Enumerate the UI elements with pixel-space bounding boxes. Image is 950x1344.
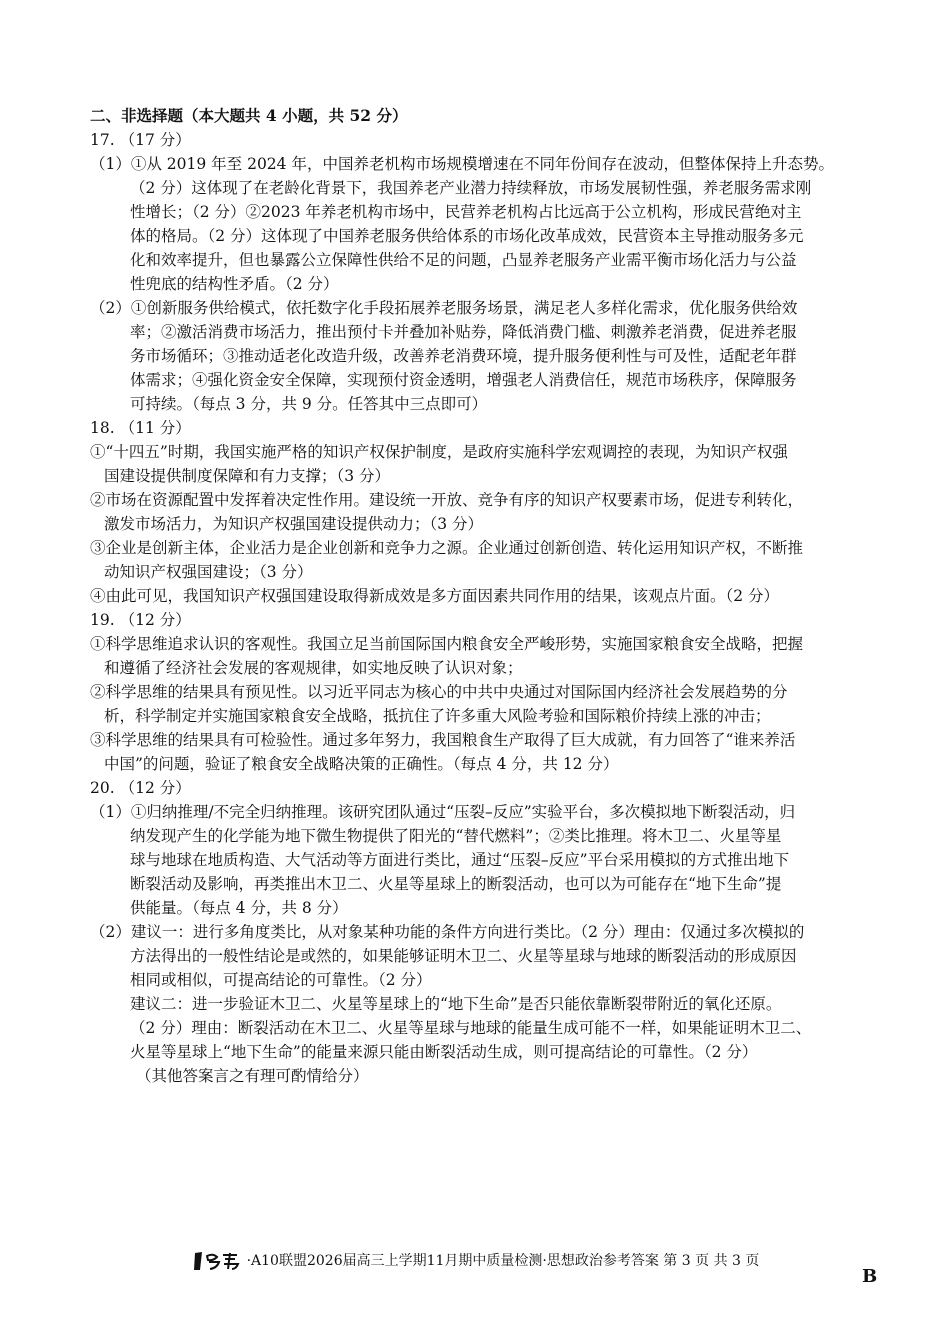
q20-part2-line: （2）建议一：进行多角度类比，从对象某种功能的条件方向进行类比。（2 分）理由：仅通过多次模拟的 <box>90 923 805 941</box>
q17-part1-line: 性兜底的结构性矛盾。（2 分） <box>130 275 339 293</box>
q18-point-line: ②市场在资源配置中发挥着决定性作用。建设统一开放、竞争有序的知识产权要素市场，促进专利转化， <box>90 491 804 509</box>
q20-part2-line: 火星等星球上“地下生命”的能量来源只能由断裂活动生成，则可提高结论的可靠性。（2 分） <box>130 1043 758 1061</box>
section-title: 二、非选择题（本大题共 4 小题，共 52 分） <box>90 106 408 125</box>
q20-part1-line: 供能量。（每点 4 分，共 8 分） <box>130 899 348 917</box>
q18-point-line: ④由此可见，我国知识产权强国建设取得新成效是多方面因素共同作用的结果，该观点片面。（2 分） <box>90 587 780 605</box>
q17-part1-line: 体的格局。（2 分）这体现了中国养老服务供给体系的市场化改革成效，民营资本主导推动服务多元 <box>130 227 804 245</box>
q20-part2-line: 方法得出的一般性结论是或然的，如果能够证明木卫二、火星等星球与地球的断裂活动的形成原因 <box>130 947 797 965</box>
brand-logo-icon <box>191 1250 243 1272</box>
q19-point-line: 和遵循了经济社会发展的客观规律，如实地反映了认识对象； <box>104 659 523 677</box>
q17-part1-line: 化和效率提升，但也暴露公立保障性供给不足的问题，凸显养老服务产业需平衡市场化活力与公益 <box>130 251 797 269</box>
q20-part1-line: 球与地球在地质构造、大气活动等方面进行类比，通过“压裂–反应”平台采用模拟的方式推出地下 <box>130 851 790 869</box>
q20-heading: 20. （12 分） <box>90 779 191 797</box>
q17-part2-line: 务市场循环；③推动适老化改造升级，改善养老消费环境，提升服务便利性与可及性，适配老年群 <box>130 347 797 365</box>
footer-text: ·A10联盟2026届高三上学期11月期中质量检测·思想政治参考答案 第 3 页 共 3 页 <box>246 1253 760 1269</box>
q17-part2-line: 体需求；④强化资金安全保障，实现预付资金透明，增强老人消费信任，规范市场秩序，保障服务 <box>130 371 797 389</box>
q19-point-line: ①科学思维追求认识的客观性。我国立足当前国际国内粮食安全严峻形势，实施国家粮食安全战略，把握 <box>90 635 804 653</box>
q17-part1-line: （1）①从 2019 年至 2024 年，中国养老机构市场规模增速在不同年份间存在波动，但整体保持上升态势。 <box>90 155 834 173</box>
q18-point-line: 激发市场活力，为知识产权强国建设提供动力；（3 分） <box>104 515 484 533</box>
q17-part2-line: （2）①创新服务供给模式，依托数字化手段拓展养老服务场景，满足老人多样化需求，优化服务供给效 <box>90 299 798 317</box>
q18-heading: 18. （11 分） <box>90 419 191 437</box>
answer-content <box>90 104 870 1088</box>
q20-part2-line: 相同或相似，可提高结论的可靠性。（2 分） <box>130 971 432 989</box>
q18-point-line: ③企业是创新主体，企业活力是企业创新和竞争力之源。企业通过创新创造、转化运用知识产权，不断推 <box>90 539 804 557</box>
q20-part2-line: （2 分）理由：断裂活动在木卫二、火星等星球与地球的能量生成可能不一样，如果能证明木卫二、 <box>130 1019 812 1037</box>
q19-point-line: ③科学思维的结果具有可检验性。通过多年努力，我国粮食生产取得了巨大成就，有力回答了“谁来养活 <box>90 731 796 749</box>
q20-part1-line: （1）①归纳推理/不完全归纳推理。该研究团队通过“压裂–反应”实验平台，多次模拟地下断裂活动，归 <box>90 803 796 821</box>
q19-point-line: 析，科学制定并实施国家粮食安全战略，抵抗住了许多重大风险考验和国际粮价持续上涨的冲击； <box>104 707 771 725</box>
q17-part1-line: 性增长；（2 分）②2023 年养老机构市场中，民营养老机构占比远高于公立机构，形成民营绝对主 <box>130 203 802 221</box>
q18-point-line: 动知识产权强国建设；（3 分） <box>104 563 313 581</box>
q20-grading-note: （其他答案言之有理可酌情给分） <box>136 1067 369 1085</box>
q19-heading: 19. （12 分） <box>90 611 191 629</box>
q17-heading: 17. （17 分） <box>90 131 191 149</box>
q17-part1-line: （2 分）这体现了在老龄化背景下，我国养老产业潜力持续释放，市场发展韧性强，养老服务需求刚 <box>130 179 812 197</box>
q20-part2-line: 建议二：进一步验证木卫二、火星等星球上的“地下生命”是否只能依靠断裂带附近的氧化还原。 <box>130 995 782 1013</box>
q19-point-line: ②科学思维的结果具有预见性。以习近平同志为核心的中共中央通过对国际国内经济社会发展趋势的分 <box>90 683 788 701</box>
page-footer <box>0 1250 950 1272</box>
q18-point-line: 国建设提供制度保障和有力支撑；（3 分） <box>104 467 391 485</box>
q20-part1-line: 断裂活动及影响，再类推出木卫二、火星等星球上的断裂活动，也可以为可能存在“地下生命”提 <box>130 875 782 893</box>
q20-part1-line: 纳发现产生的化学能为地下微生物提供了阳光的“替代燃料”；②类比推理。将木卫二、火星等星 <box>130 827 782 845</box>
q18-point-line: ①“十四五”时期，我国实施严格的知识产权保护制度，是政府实施科学宏观调控的表现，为知识产权强 <box>90 443 788 461</box>
version-mark: B <box>862 1266 878 1287</box>
q17-part2-line: 率；②激活消费市场活力，推出预付卡并叠加补贴券，降低消费门槛、刺激养老消费，促进养老服 <box>130 323 797 341</box>
q19-point-line: 中国”的问题，验证了粮食安全战略决策的正确性。（每点 4 分，共 12 分） <box>104 755 619 773</box>
q17-part2-line: 可持续。（每点 3 分，共 9 分。任答其中三点即可） <box>130 395 488 413</box>
